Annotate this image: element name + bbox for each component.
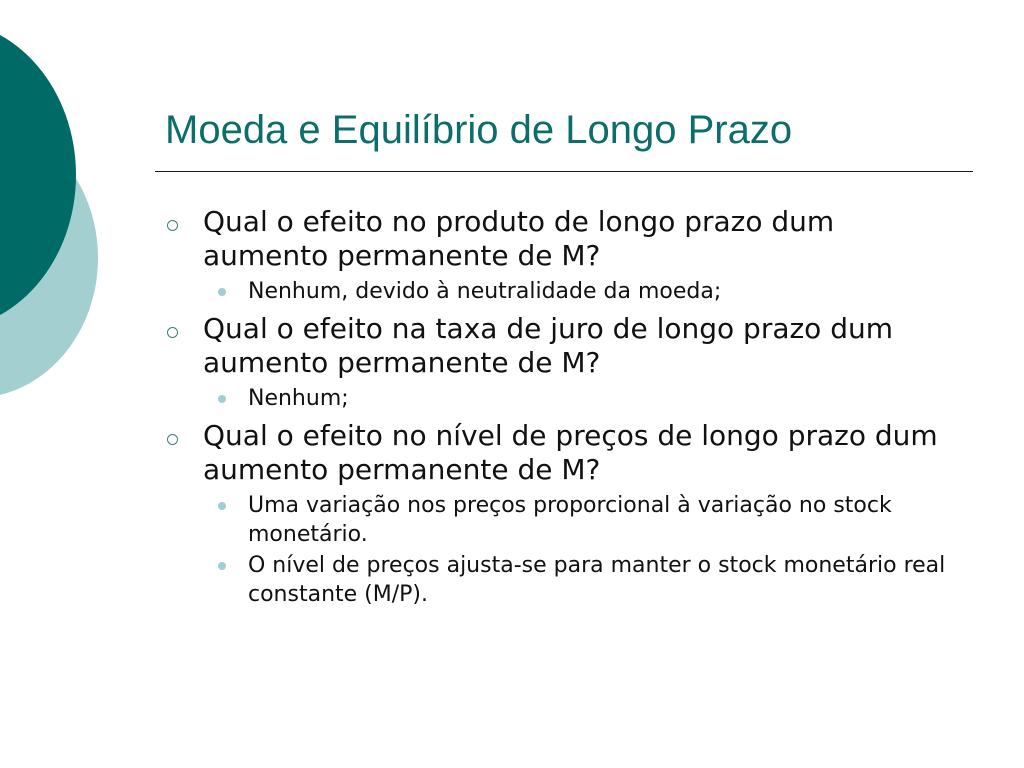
dot-bullet-icon bbox=[218, 562, 226, 570]
sub-bullet-text: O nível de preços ajusta-se para manter o stock monetário real constante (M/P). bbox=[248, 553, 946, 607]
hollow-circle-bullet-icon bbox=[167, 220, 178, 231]
bullet-item bbox=[165, 205, 965, 306]
sub-bullet-list bbox=[203, 384, 965, 413]
sub-bullet-item bbox=[203, 491, 965, 549]
bullet-text: Qual o efeito no nível de preços de longo prazo dum aumento permanente de M? bbox=[203, 419, 938, 486]
bullet-item bbox=[165, 312, 965, 413]
hollow-circle-bullet-icon bbox=[167, 434, 178, 445]
sub-bullet-text: Uma variação nos preços proporcional à variação no stock monetário. bbox=[248, 493, 892, 547]
sub-bullet-item bbox=[203, 277, 965, 306]
sub-bullet-text: Nenhum, devido à neutralidade da moeda; bbox=[248, 279, 722, 304]
sub-bullet-list bbox=[203, 491, 965, 609]
title-divider bbox=[155, 171, 973, 172]
hollow-circle-bullet-icon bbox=[167, 327, 178, 338]
dot-bullet-icon bbox=[218, 502, 226, 510]
dot-bullet-icon bbox=[218, 288, 226, 296]
sub-bullet-list bbox=[203, 277, 965, 306]
bullet-text: Qual o efeito na taxa de juro de longo prazo dum aumento permanente de M? bbox=[203, 312, 894, 379]
bullet-item bbox=[165, 419, 965, 609]
sub-bullet-text: Nenhum; bbox=[248, 386, 349, 411]
bullet-text: Qual o efeito no produto de longo prazo dum aumento permanente de M? bbox=[203, 205, 835, 272]
slide-body bbox=[165, 205, 965, 615]
slide-title: Moeda e Equilíbrio de Longo Prazo bbox=[165, 108, 793, 152]
sub-bullet-item bbox=[203, 384, 965, 413]
sub-bullet-item bbox=[203, 551, 965, 609]
dot-bullet-icon bbox=[218, 395, 226, 403]
